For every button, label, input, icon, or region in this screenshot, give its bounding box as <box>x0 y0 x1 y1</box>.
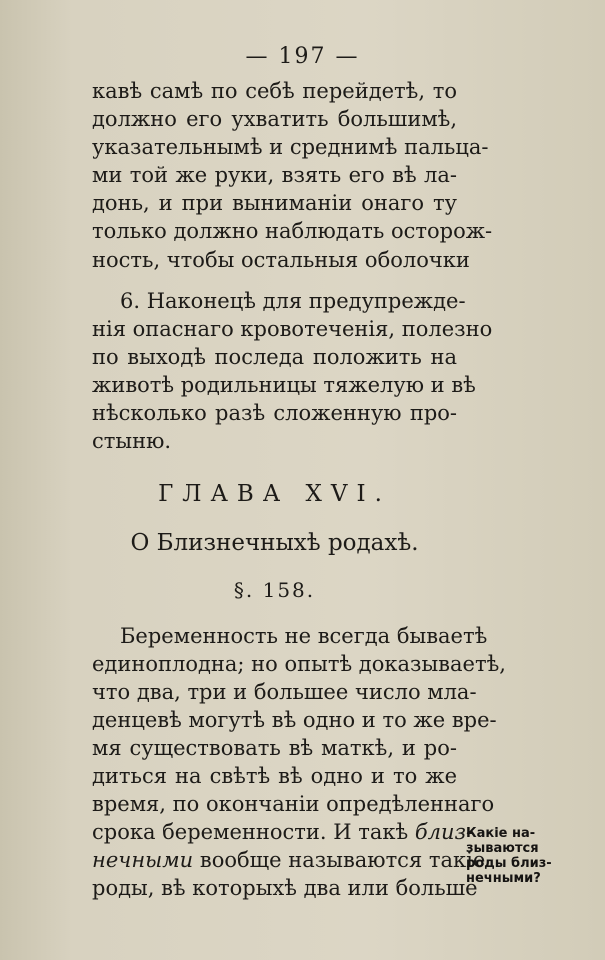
margin-note-line: зываются <box>466 841 539 856</box>
text-line: кавѣ самѣ по себѣ перейдетѣ, то <box>92 79 457 103</box>
italic-term: близ- <box>414 820 474 844</box>
text-line: мя существовать вѣ маткѣ, и ро- <box>92 736 457 760</box>
text-line: ми той же руки, взять его вѣ ла- <box>92 163 457 187</box>
text-segment: срока беременности. И такѣ <box>92 820 415 844</box>
text-segment: вообще называются такіе <box>193 848 486 872</box>
text-line: 6. Наконецѣ для предупрежде- <box>120 289 466 313</box>
text-line: только должно наблюдать осторож- <box>92 219 493 243</box>
text-line: животѣ родильницы тяжелую и вѣ <box>92 373 476 397</box>
text-line: время, по окончаніи опредѣленнаго <box>92 792 495 816</box>
margin-note-line: нечными? <box>466 871 541 886</box>
text-line <box>92 846 486 874</box>
chapter-subtitle: О Близнечныхѣ родахѣ. <box>130 530 419 556</box>
text-line: нія опаснаго кровотеченія, полезно <box>92 317 493 341</box>
section-number: §. 158. <box>233 578 316 602</box>
text-line: Беременность не всегда бываетѣ <box>120 624 488 648</box>
text-line: единоплодна; но опытѣ доказываетѣ, <box>92 652 506 676</box>
text-line: диться на свѣтѣ вѣ одно и то же <box>92 764 457 788</box>
text-line: роды, вѣ которыхѣ два или больше <box>92 876 478 900</box>
text-line: стыню. <box>92 429 172 453</box>
margin-note-line: роды близ- <box>466 856 552 871</box>
text-line: указательнымѣ и среднимѣ пальца- <box>92 135 489 159</box>
text-line: донь, и при выниманіи онаго ту <box>92 191 457 215</box>
text-line: денцевѣ могутѣ вѣ одно и то же вре- <box>92 708 497 732</box>
italic-term: нечными <box>92 848 194 872</box>
text-line: по выходѣ последа положить на <box>92 345 457 369</box>
margin-note-line: Какіе на- <box>466 826 536 841</box>
text-line: что два, три и большее число мла- <box>92 680 477 704</box>
text-line: должно его ухватить большимѣ, <box>92 107 457 131</box>
page-number: — 197 — <box>245 44 360 69</box>
text-line: нѣсколько разѣ сложенную про- <box>92 401 457 425</box>
text-line <box>92 818 474 846</box>
chapter-heading: ГЛАВА XVI. <box>158 481 391 507</box>
margin-note <box>466 826 584 886</box>
text-line: ность, чтобы остальныя оболочки <box>92 248 470 272</box>
